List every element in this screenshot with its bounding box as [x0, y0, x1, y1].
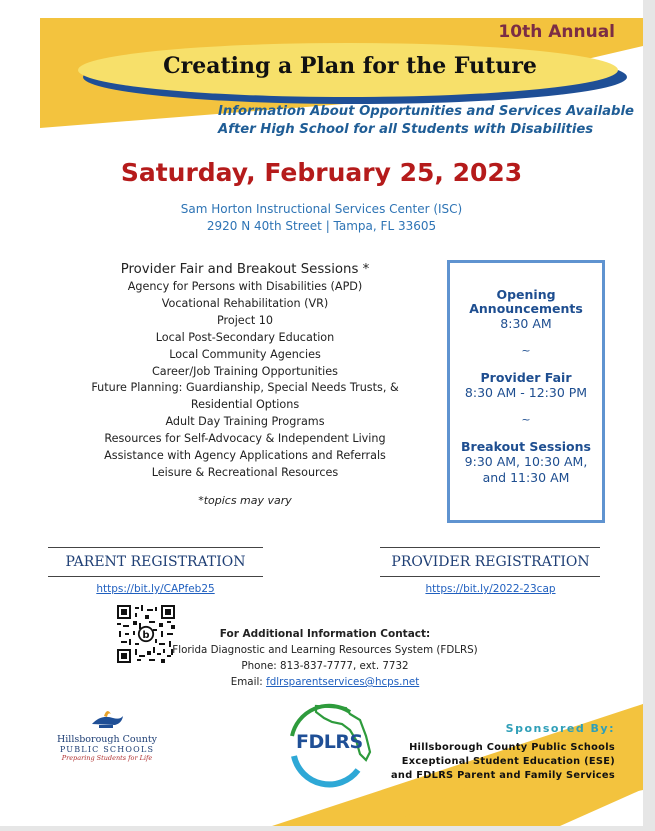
hcps-name: Hillsborough County [56, 734, 158, 745]
provider-rule-bottom [380, 576, 600, 577]
subtitle-line: Information About Opportunities and Services Available [218, 104, 634, 119]
contact-org: Florida Diagnostic and Learning Resources System (FDLRS) [172, 644, 478, 656]
event-date: Saturday, February 25, 2023 [120, 158, 523, 187]
fair-time: 8:30 AM - 12:30 PM [464, 385, 588, 400]
topics-note: *topics may vary [198, 493, 292, 507]
topic-item: Residential Options [190, 398, 300, 412]
sessions-list [70, 262, 420, 507]
annual-label: 10th Annual [498, 22, 615, 42]
venue-address: 2920 N 40th Street | Tampa, FL 33605 [206, 219, 437, 233]
provider-registration-title: PROVIDER REGISTRATION [391, 554, 590, 570]
subtitle-line: After High School for all Students with Disabilities [218, 122, 594, 137]
opening-title: Announcements [469, 301, 583, 316]
breakout-time: 9:30 AM, 10:30 AM, [464, 454, 588, 469]
provider-registration-link[interactable]: https://bit.ly/2022-23cap [425, 583, 556, 595]
venue-name: Sam Horton Instructional Services Center (ISC) [180, 202, 463, 216]
provider-rule-top [380, 547, 600, 548]
sponsor-lines [391, 741, 615, 783]
topic-item: Project 10 [216, 313, 274, 327]
venue-block [0, 201, 643, 235]
topic-item: Career/Job Training Opportunities [152, 364, 338, 378]
sessions-title-mark: * [362, 262, 370, 277]
topic-item: Future Planning: Guardianship, Special Needs Trusts, & [91, 381, 399, 395]
hcps-logo [48, 708, 166, 762]
page-title: Creating a Plan for the Future [163, 53, 537, 79]
schedule-separator: ~ [521, 344, 531, 357]
parent-registration-link[interactable]: https://bit.ly/CAPfeb25 [96, 583, 215, 595]
breakout-time: and 11:30 AM [482, 470, 570, 485]
topic-item: Adult Day Training Programs [165, 415, 325, 429]
contact-heading: For Additional Information Contact: [219, 628, 431, 640]
schedule-separator: ~ [521, 413, 531, 426]
topic-item: Local Post-Secondary Education [155, 330, 335, 344]
contact-email-link[interactable]: fdlrsparentservices@hcps.net [266, 676, 420, 688]
topic-item: Assistance with Agency Applications and Referrals [104, 449, 386, 463]
fdlrs-wordmark: FDLRS [296, 731, 363, 753]
contact-email-label: Email: [230, 676, 263, 688]
contact-phone: Phone: 813-837-7777, ext. 7732 [241, 660, 409, 672]
sponsor-line: Exceptional Student Education (ESE) [401, 756, 615, 767]
opening-time: 8:30 AM [500, 316, 552, 331]
breakout-title: Breakout Sessions [461, 439, 591, 454]
hcps-tagline: Preparing Students for Life [61, 754, 153, 762]
sponsor-line: and FDLRS Parent and Family Services [391, 770, 615, 781]
sessions-title [70, 262, 420, 277]
parent-rule-top [48, 547, 263, 548]
parent-registration-title: PARENT REGISTRATION [65, 554, 246, 570]
topic-item: Leisure & Recreational Resources [151, 465, 339, 479]
svg-text:b: b [142, 629, 150, 641]
sessions-title-text: Provider Fair and Breakout Sessions [120, 262, 359, 277]
sponsor-line: Hillsborough County Public Schools [409, 742, 615, 753]
topic-item: Local Community Agencies [169, 347, 321, 361]
lamp-icon [87, 708, 127, 730]
fair-title: Provider Fair [480, 370, 572, 385]
opening-title: Opening [496, 287, 556, 302]
topic-item: Agency for Persons with Disabilities (APD) [127, 280, 363, 293]
subtitle [218, 103, 638, 139]
schedule-box [447, 260, 605, 523]
topic-item: Vocational Rehabilitation (VR) [161, 296, 329, 310]
hcps-subname: PUBLIC SCHOOLS [59, 745, 155, 754]
parent-rule-bottom [48, 576, 263, 577]
sponsor-heading: Sponsored By: [505, 722, 615, 735]
topic-item: Resources for Self-Advocacy & Independent Living [104, 432, 386, 446]
